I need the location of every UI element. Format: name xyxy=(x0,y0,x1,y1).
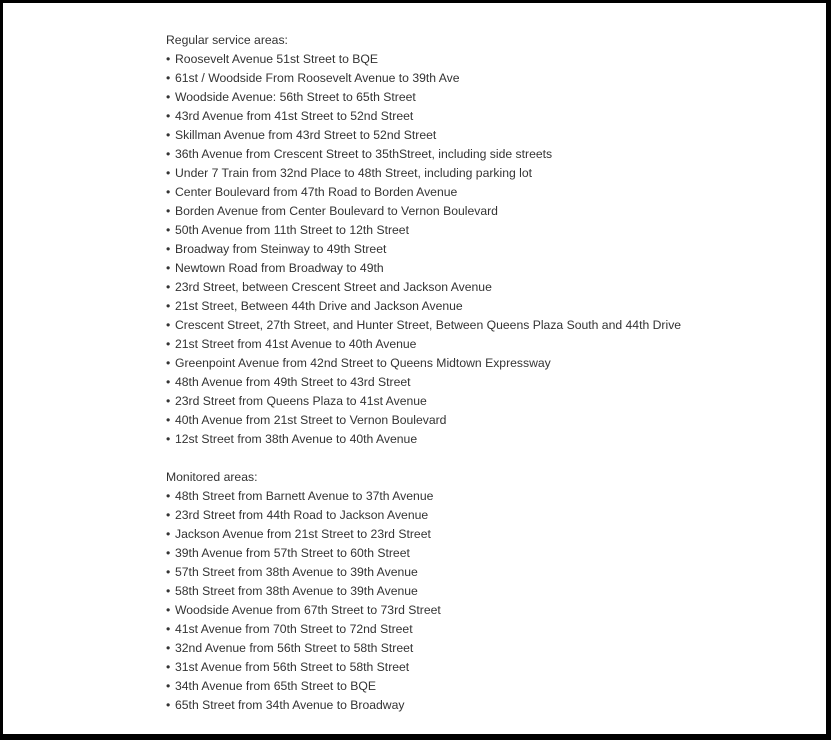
list-item-text: 40th Avenue from 21st Street to Vernon Boulevard xyxy=(175,413,447,427)
bullet-icon: • xyxy=(166,71,171,85)
bullet-icon: • xyxy=(166,318,171,332)
list-item-text: Newtown Road from Broadway to 49th xyxy=(175,261,384,275)
list-item-text: Center Boulevard from 47th Road to Borden Avenue xyxy=(175,185,458,199)
list-item-text: Roosevelt Avenue 51st Street to BQE xyxy=(175,52,379,66)
list-item xyxy=(166,145,806,164)
list-item-text: 65th Street from 34th Avenue to Broadway xyxy=(175,698,405,712)
list-item-text: Broadway from Steinway to 49th Street xyxy=(175,242,387,256)
list-item xyxy=(166,563,806,582)
monitored-areas-heading: Monitored areas: xyxy=(166,470,258,484)
list-item xyxy=(166,259,806,278)
list-item-text: Jackson Avenue from 21st Street to 23rd Street xyxy=(175,527,431,541)
list-item xyxy=(166,582,806,601)
list-item xyxy=(166,677,806,696)
list-item xyxy=(166,69,806,88)
list-item xyxy=(166,278,806,297)
list-item-text: 57th Street from 38th Avenue to 39th Avenue xyxy=(175,565,418,579)
bullet-icon: • xyxy=(166,185,171,199)
bullet-icon: • xyxy=(166,375,171,389)
list-item-text: 21st Street, Between 44th Drive and Jackson Avenue xyxy=(175,299,463,313)
bullet-icon: • xyxy=(166,546,171,560)
monitored-areas-list xyxy=(166,487,806,715)
bullet-icon: • xyxy=(166,242,171,256)
list-item-text: 50th Avenue from 11th Street to 12th Street xyxy=(175,223,409,237)
list-item xyxy=(166,50,806,69)
list-item xyxy=(166,183,806,202)
list-item xyxy=(166,164,806,183)
list-item-text: 41st Avenue from 70th Street to 72nd Street xyxy=(175,622,413,636)
list-item xyxy=(166,221,806,240)
list-item xyxy=(166,658,806,677)
section-spacer xyxy=(166,449,806,468)
list-item xyxy=(166,411,806,430)
list-item-text: Skillman Avenue from 43rd Street to 52nd Street xyxy=(175,128,437,142)
list-item-text: 58th Street from 38th Avenue to 39th Avenue xyxy=(175,584,418,598)
list-item-text: 48th Street from Barnett Avenue to 37th Avenue xyxy=(175,489,434,503)
document-frame xyxy=(3,3,826,734)
list-item xyxy=(166,373,806,392)
bullet-icon: • xyxy=(166,622,171,636)
list-item xyxy=(166,392,806,411)
list-item xyxy=(166,639,806,658)
bullet-icon: • xyxy=(166,508,171,522)
regular-areas-heading: Regular service areas: xyxy=(166,33,288,47)
list-item-text: 31st Avenue from 56th Street to 58th Street xyxy=(175,660,410,674)
bullet-icon: • xyxy=(166,413,171,427)
list-item xyxy=(166,316,806,335)
bullet-icon: • xyxy=(166,394,171,408)
list-item xyxy=(166,430,806,449)
list-item xyxy=(166,240,806,259)
list-item-text: 36th Avenue from Crescent Street to 35thStreet, including side streets xyxy=(175,147,553,161)
bullet-icon: • xyxy=(166,128,171,142)
list-item xyxy=(166,696,806,715)
list-item xyxy=(166,354,806,373)
list-item-text: 23rd Street from 44th Road to Jackson Avenue xyxy=(175,508,429,522)
list-item-text: Greenpoint Avenue from 42nd Street to Queens Midtown Expressway xyxy=(175,356,551,370)
bullet-icon: • xyxy=(166,565,171,579)
bullet-icon: • xyxy=(166,698,171,712)
list-item xyxy=(166,506,806,525)
bullet-icon: • xyxy=(166,356,171,370)
list-item xyxy=(166,202,806,221)
bullet-icon: • xyxy=(166,299,171,313)
list-item-text: Borden Avenue from Center Boulevard to Vernon Boulevard xyxy=(175,204,498,218)
bullet-icon: • xyxy=(166,489,171,503)
list-item xyxy=(166,107,806,126)
bullet-icon: • xyxy=(166,280,171,294)
bullet-icon: • xyxy=(166,204,171,218)
list-item xyxy=(166,525,806,544)
list-item-text: Under 7 Train from 32nd Place to 48th Street, including parking lot xyxy=(175,166,533,180)
bullet-icon: • xyxy=(166,147,171,161)
bullet-icon: • xyxy=(166,432,171,446)
bullet-icon: • xyxy=(166,90,171,104)
bullet-icon: • xyxy=(166,641,171,655)
list-item xyxy=(166,620,806,639)
list-item-text: 32nd Avenue from 56th Street to 58th Street xyxy=(175,641,414,655)
bullet-icon: • xyxy=(166,660,171,674)
list-item xyxy=(166,601,806,620)
list-item xyxy=(166,297,806,316)
list-item-text: 39th Avenue from 57th Street to 60th Street xyxy=(175,546,410,560)
list-item-text: 23rd Street from Queens Plaza to 41st Avenue xyxy=(175,394,427,408)
bullet-icon: • xyxy=(166,223,171,237)
bullet-icon: • xyxy=(166,261,171,275)
list-item-text: 12st Street from 38th Avenue to 40th Avenue xyxy=(175,432,418,446)
list-item xyxy=(166,487,806,506)
list-item-text: 23rd Street, between Crescent Street and Jackson Avenue xyxy=(175,280,492,294)
list-item xyxy=(166,88,806,107)
bullet-icon: • xyxy=(166,584,171,598)
list-item xyxy=(166,335,806,354)
list-item-text: 61st / Woodside From Roosevelt Avenue to 39th Ave xyxy=(175,71,460,85)
list-item-text: 34th Avenue from 65th Street to BQE xyxy=(175,679,376,693)
list-item-text: 43rd Avenue from 41st Street to 52nd Street xyxy=(175,109,414,123)
regular-areas-list xyxy=(166,50,806,449)
list-item-text: 21st Street from 41st Avenue to 40th Avenue xyxy=(175,337,417,351)
list-item-text: Woodside Avenue from 67th Street to 73rd Street xyxy=(175,603,441,617)
list-item-text: 48th Avenue from 49th Street to 43rd Street xyxy=(175,375,411,389)
bullet-icon: • xyxy=(166,337,171,351)
bullet-icon: • xyxy=(166,679,171,693)
bullet-icon: • xyxy=(166,527,171,541)
bullet-icon: • xyxy=(166,166,171,180)
bullet-icon: • xyxy=(166,52,171,66)
list-item xyxy=(166,126,806,145)
service-areas-text xyxy=(166,31,806,715)
list-item-text: Woodside Avenue: 56th Street to 65th Street xyxy=(175,90,416,104)
bullet-icon: • xyxy=(166,109,171,123)
list-item-text: Crescent Street, 27th Street, and Hunter Street, Between Queens Plaza South and 44th Drive xyxy=(175,318,682,332)
list-item xyxy=(166,544,806,563)
bullet-icon: • xyxy=(166,603,171,617)
